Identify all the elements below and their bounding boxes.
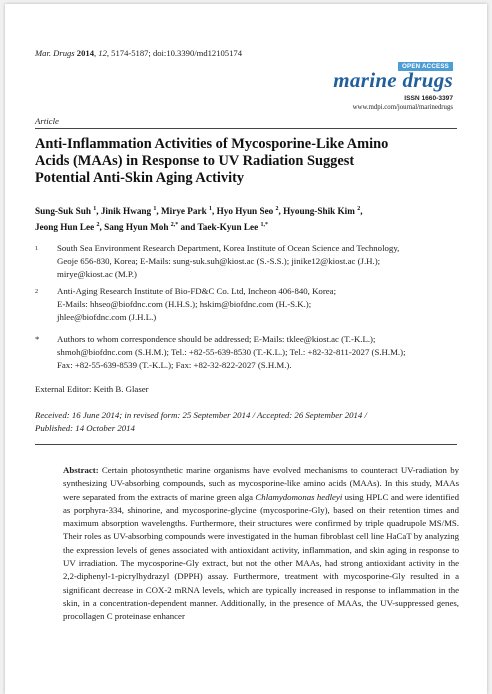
author-affil: 1: [208, 206, 212, 212]
abstract: [63, 464, 459, 624]
author-name: Hyo Hyun Seo: [216, 206, 274, 217]
affiliation-2: [35, 285, 465, 325]
divider-bottom: [35, 444, 457, 445]
affiliation-text: [57, 242, 457, 282]
correspondence-line: shmoh@biofdnc.com (S.H.M.); Tel.: +82-55-639-8530 (T.-K.L.); Tel.: +82-32-811-2027 (S.H.M.);: [57, 347, 406, 358]
external-editor: External Editor: Keith B. Glaser: [35, 384, 149, 394]
article-type: Article: [35, 116, 59, 126]
citation-line: Mar. Drugs 2014, 12, 5174-5187; doi:10.3390/md12105174: [35, 48, 242, 58]
paper-page: [5, 4, 487, 694]
author-line: Jeong Hun Lee $^2$, Sang Hyun Moh $^{2,*}$ and Taek-Kyun Lee $^{1,*}$: [35, 222, 268, 233]
issn: ISSN 1660-3397: [404, 95, 453, 102]
correspondence: [35, 333, 465, 375]
publication-dates: [35, 409, 465, 436]
correspondence-line: Authors to whom correspondence should be addressed; E-Mails: tklee@kiost.ac (T.-K.L.);: [57, 334, 376, 344]
author-name: Jeong Hun Lee: [35, 222, 95, 233]
abstract-text: using HPLC and were identified as porphyra-334, shinorine, and mycosporine-glycine (mycosporine-Gly), based on their retention times and maximum absorption wavelengths. Furthermore, their structures were confirmed by triple quadrupole MS/MS. Their roles as UV-absorbing compounds were investigated in the human fibroblast cell line HaCaT by analyzing the expression levels of genes associated with antioxidant activity, inflammation, and skin aging in response to UV irradiation. The mycosporine-Gly extract, but not the other MAAs, had strong antioxidant activity in the 2,2-diphenyl-1-picrylhydrazyl (DPPH) assay. Furthermore, treatment with mycosporine-Gly resulted in a significant decrease in COX-2 mRNA levels, which are typically increased in response to inflammation in the skin, in a concentration-dependent manner. Additionally, in the presence of MAAs, the UV-suppressed genes, procollagen C proteinase enhancer: [63, 491, 460, 622]
author-affil: 2: [96, 222, 100, 229]
divider-top: [35, 128, 457, 129]
dates-line: Published: 14 October 2014: [35, 423, 135, 434]
affiliation-text: [57, 285, 457, 325]
volume: 12: [98, 48, 107, 58]
author-affil: 1: [93, 206, 97, 212]
title-line: Potential Anti-Skin Aging Activity: [35, 170, 245, 186]
affiliation-line: mirye@kiost.ac (M.P.): [57, 269, 137, 280]
author-affil: 1: [153, 206, 157, 212]
author-name: Mirye Park: [161, 206, 207, 217]
affiliation-line: Geoje 656-830, Korea; E-Mails: sung-suk.suh@kiost.ac (S.-S.S.); jinike12@kiost.ac (J.H.);: [57, 256, 381, 267]
affiliation-1: [35, 242, 465, 282]
species-name: Chlamydomonas hedleyi: [255, 491, 343, 502]
author-affil: 2: [357, 206, 361, 212]
journal-url: www.mdpi.com/journal/marinedrugs: [352, 104, 453, 111]
affiliation-line: jhlee@biofdnc.com (J.H.L.): [57, 312, 157, 323]
journal-logo-text: marine drugs: [333, 68, 453, 92]
abstract-text: Certain photosynthetic marine organisms have evolved mechanisms to counteract UV-radiation by synthesizing UV-absorbing compounds, such as mycosporine-like amino acids (MAAs). In this study, MAAs were separated from the extracts of marine green alga: [63, 465, 459, 502]
author-name: Taek-Kyun Lee: [197, 222, 259, 233]
journal-abbrev: Mar. Drugs: [35, 48, 75, 58]
affiliation-marker: 2: [35, 288, 39, 295]
author-list: [35, 202, 465, 234]
correspondence-marker: *: [35, 334, 40, 344]
correspondence-line: Fax: +82-55-639-8539 (T.-K.L.); Fax: +82-32-822-2027 (S.H.M.).: [57, 360, 292, 371]
affiliation-line: South Sea Environment Research Department, Korea Institute of Ocean Science and Technology,: [57, 243, 400, 253]
dates-line: Received: 16 June 2014; in revised form: 25 September 2014 / Accepted: 26 September 2014 /: [35, 410, 367, 420]
affiliation-marker: 1: [35, 245, 39, 252]
author-affil: 1,*: [260, 222, 268, 229]
author-line: Sung-Suk Suh $^1$, Jinik Hwang $^1$, Mirye Park $^1$, Hyo Hyun Seo $^2$, Hyoung-Shik Kim $^2$,: [35, 206, 363, 217]
title-line: Acids (MAAs) in Response to UV Radiation Suggest: [35, 153, 355, 169]
correspondence-text: [57, 333, 457, 373]
author-affil: 2: [275, 206, 279, 212]
author-affil: 2,*: [170, 222, 179, 229]
title-line: Anti-Inflammation Activities of Mycosporine-Like Amino: [35, 136, 389, 152]
affiliation-line: Anti-Aging Research Institute of Bio-FD&C Co. Ltd, Incheon 406-840, Korea;: [57, 286, 337, 296]
author-name: Jinik Hwang: [100, 206, 152, 217]
paper-title: [35, 136, 465, 187]
pages-doi: , 5174-5187; doi:10.3390/md12105174: [106, 48, 242, 58]
open-access-badge: OPEN ACCESS: [398, 62, 453, 71]
author-name: Sung-Suk Suh: [35, 206, 91, 217]
year: 2014: [76, 48, 94, 58]
abstract-label: Abstract:: [63, 465, 99, 475]
author-name: Hyoung-Shik Kim: [283, 206, 355, 217]
author-name: Sang Hyun Moh: [104, 222, 169, 233]
affiliation-line: E-Mails: hhseo@biofdnc.com (H.H.S.); hskim@biofdnc.com (H.-S.K.);: [57, 299, 312, 310]
